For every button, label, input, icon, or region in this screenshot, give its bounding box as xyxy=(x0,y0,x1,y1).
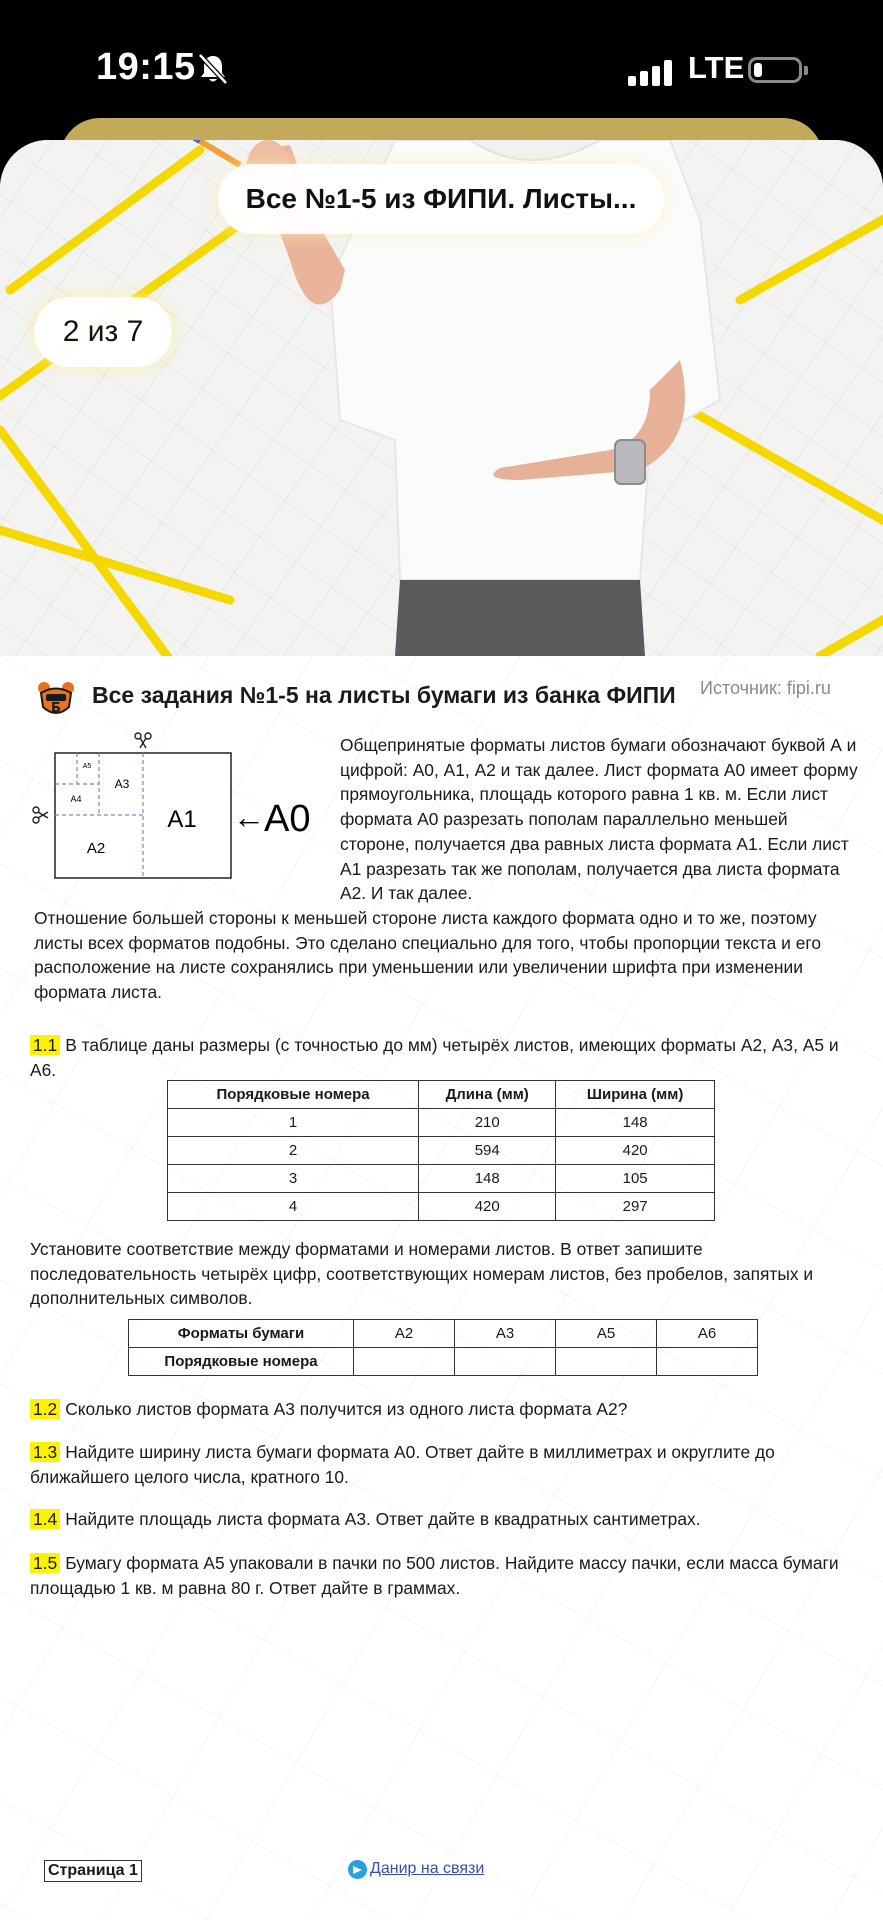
answer-cell xyxy=(556,1348,657,1376)
answer-cell xyxy=(455,1348,556,1376)
table-cell: А3 xyxy=(455,1320,556,1348)
task-number: 1.1 xyxy=(30,1035,60,1055)
task-1-4 xyxy=(30,1507,856,1532)
telegram-link-label[interactable]: Данир на связи xyxy=(370,1860,485,1877)
answer-cell xyxy=(354,1348,455,1376)
label-a5: A5 xyxy=(82,763,92,770)
table-header: Ширина (мм) xyxy=(556,1081,715,1109)
table-header: Порядковые номера xyxy=(129,1348,354,1376)
label-a4: A4 xyxy=(70,794,82,804)
table-row xyxy=(168,1109,715,1137)
table-row xyxy=(168,1137,715,1165)
task-1-3 xyxy=(30,1440,856,1489)
intro-paragraph-2: Отношение большей стороны к меньшей стороне листа каждого формата одно и то же, поэтому листы всех форматов подобны. Это сделано специально для того, чтобы пропорции текста и его расположение на листе сохранялись при уменьшении или увеличении шрифта при изменении формата листа. xyxy=(34,908,822,1003)
telegram-link[interactable] xyxy=(370,1860,484,1878)
table-cell: 420 xyxy=(556,1137,715,1165)
label-a0: A0 xyxy=(264,798,311,840)
story-title[interactable]: Все №1-5 из ФИПИ. Листы... xyxy=(218,164,664,234)
table-cell: 1 xyxy=(168,1109,419,1137)
task-number: 1.4 xyxy=(30,1509,60,1529)
task-1-1 xyxy=(30,1033,856,1082)
battery-icon xyxy=(748,57,802,83)
label-a3: A3 xyxy=(114,777,130,791)
task-number: 1.2 xyxy=(30,1399,60,1419)
bear-logo-icon xyxy=(36,679,76,719)
telegram-icon xyxy=(348,1860,367,1879)
table-row xyxy=(168,1193,715,1221)
table-cell: 105 xyxy=(556,1165,715,1193)
task-1-5 xyxy=(30,1551,856,1600)
network-label: LTE xyxy=(688,50,745,85)
scissors-icon xyxy=(33,807,48,823)
task-text: Найдите ширину листа бумаги формата А0. Ответ дайте в миллиметрах и округлите до ближайшего целого числа, кратного 10. xyxy=(30,1442,775,1487)
task-number: 1.3 xyxy=(30,1442,60,1462)
paper-formats-figure xyxy=(30,728,330,888)
table-cell: 594 xyxy=(419,1137,556,1165)
table-cell: 2 xyxy=(168,1137,419,1165)
table-cell: А5 xyxy=(556,1320,657,1348)
table-row xyxy=(129,1348,758,1376)
table-cell: 3 xyxy=(168,1165,419,1193)
intro-paragraph: Общепринятые форматы листов бумаги обозначают буквой А и цифрой: А0, А1, А2 и так далее. Лист формата А0 имеет форму прямоугольника, площадь которого равна 1 кв. м. Если лист формата А0 разрезать пополам параллельно меньшей стороне, получается два равных листа формата А1. Если лист А1 разрезать так же пополам, получается два листа формата А2. И так далее. xyxy=(340,735,858,904)
source-label: Источник: fipi.ru xyxy=(700,678,831,698)
label-arrow: ← xyxy=(233,799,265,835)
document-title: Все задания №1-5 на листы бумаги из банка ФИПИ xyxy=(92,682,676,708)
table-cell: 297 xyxy=(556,1193,715,1221)
story-counter: 2 из 7 xyxy=(34,297,172,367)
status-bar xyxy=(0,0,883,120)
table-row xyxy=(129,1320,758,1348)
task-1-2 xyxy=(30,1397,856,1422)
table-row xyxy=(168,1165,715,1193)
document-page xyxy=(0,656,883,1920)
table-header-row xyxy=(168,1081,715,1109)
task-number: 1.5 xyxy=(30,1553,60,1573)
table-cell: 420 xyxy=(419,1193,556,1221)
svg-text:Б: Б xyxy=(51,701,61,716)
table-header: Порядковые номера xyxy=(168,1081,419,1109)
table-cell: А6 xyxy=(657,1320,758,1348)
table-cell: 148 xyxy=(556,1109,715,1137)
table-header: Длина (мм) xyxy=(419,1081,556,1109)
table-header: Форматы бумаги xyxy=(129,1320,354,1348)
task-text: Найдите площадь листа формата А3. Ответ дайте в квадратных сантиметрах. xyxy=(65,1509,701,1529)
sizes-table xyxy=(167,1080,715,1221)
status-time: 19:15 xyxy=(96,46,196,88)
task-text: В таблице даны размеры (с точностью до мм) четырёх листов, имеющих форматы А2, А3, А5 и А6. xyxy=(30,1035,839,1080)
table-cell: 148 xyxy=(419,1165,556,1193)
answer-cell xyxy=(657,1348,758,1376)
table-cell: 4 xyxy=(168,1193,419,1221)
answer-table xyxy=(128,1319,758,1376)
task-1-1-instruction: Установите соответствие между форматами и номерами листов. В ответ запишите последовательность четырёх цифр, соответствующих номерам листов, без пробелов, запятых и дополнительных символов. xyxy=(30,1239,814,1309)
task-text: Сколько листов формата А3 получится из одного листа формата А2? xyxy=(65,1399,628,1419)
label-a1: A1 xyxy=(167,806,197,833)
page-number-label: Страница 1 xyxy=(44,1860,142,1882)
table-cell: А2 xyxy=(354,1320,455,1348)
label-a2: A2 xyxy=(86,840,106,857)
table-cell: 210 xyxy=(419,1109,556,1137)
bell-slash-icon xyxy=(196,52,230,86)
task-text: Бумагу формата А5 упаковали в пачки по 500 листов. Найдите массу пачки, если масса бумаги площадью 1 кв. м равна 80 г. Ответ дайте в граммах. xyxy=(30,1553,839,1598)
scissors-icon xyxy=(135,733,151,748)
